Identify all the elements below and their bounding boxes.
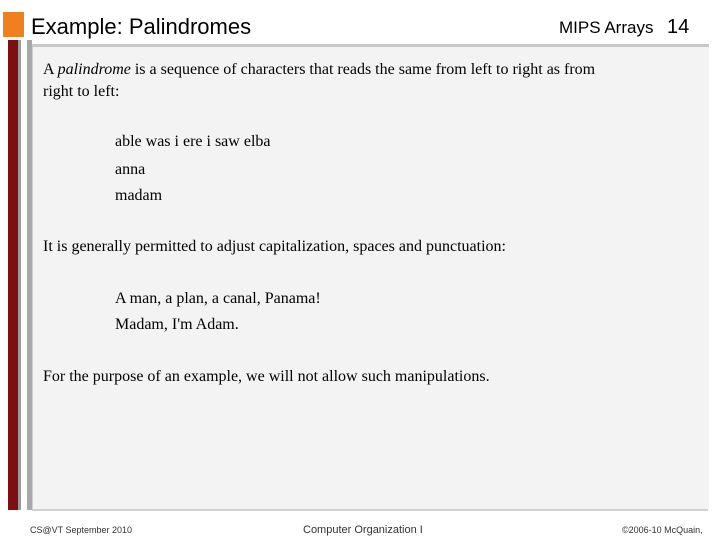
footer-right: ©2006-10 McQuain, [622,525,703,535]
course-label: MIPS Arrays [559,18,654,37]
footer-left: CS@VT September 2010 [30,525,133,535]
intro-line-1-rest: is a sequence of characters that reads the same from left to right as from [130,61,596,78]
closing-statement: For the purpose of an example, we will not allow such manipulations. [43,368,490,385]
content-panel [32,47,709,509]
footer-center: Computer Organization I [303,524,423,536]
intro-line-1 [43,59,595,81]
intro-prefix: A [43,61,58,78]
intro-line-2: right to left: [43,83,120,100]
palindrome-term: palindrome [57,61,131,78]
adjustment-note: It is generally permitted to adjust capitalization, spaces and punctuation: [43,238,506,255]
example-item: able was i ere i saw elba [115,133,271,150]
footer-divider [32,509,708,511]
left-decorative-stripes [18,40,32,510]
example-item: Madam, I'm Adam. [115,316,239,333]
left-decorative-bar [8,40,18,510]
example-item: anna [115,161,146,178]
orange-accent-square [3,12,24,37]
example-item: A man, a plan, a canal, Panama! [115,290,321,307]
example-item: madam [115,187,163,204]
slide-number: 14 [667,16,690,38]
slide-title: Example: Palindromes [31,14,252,39]
